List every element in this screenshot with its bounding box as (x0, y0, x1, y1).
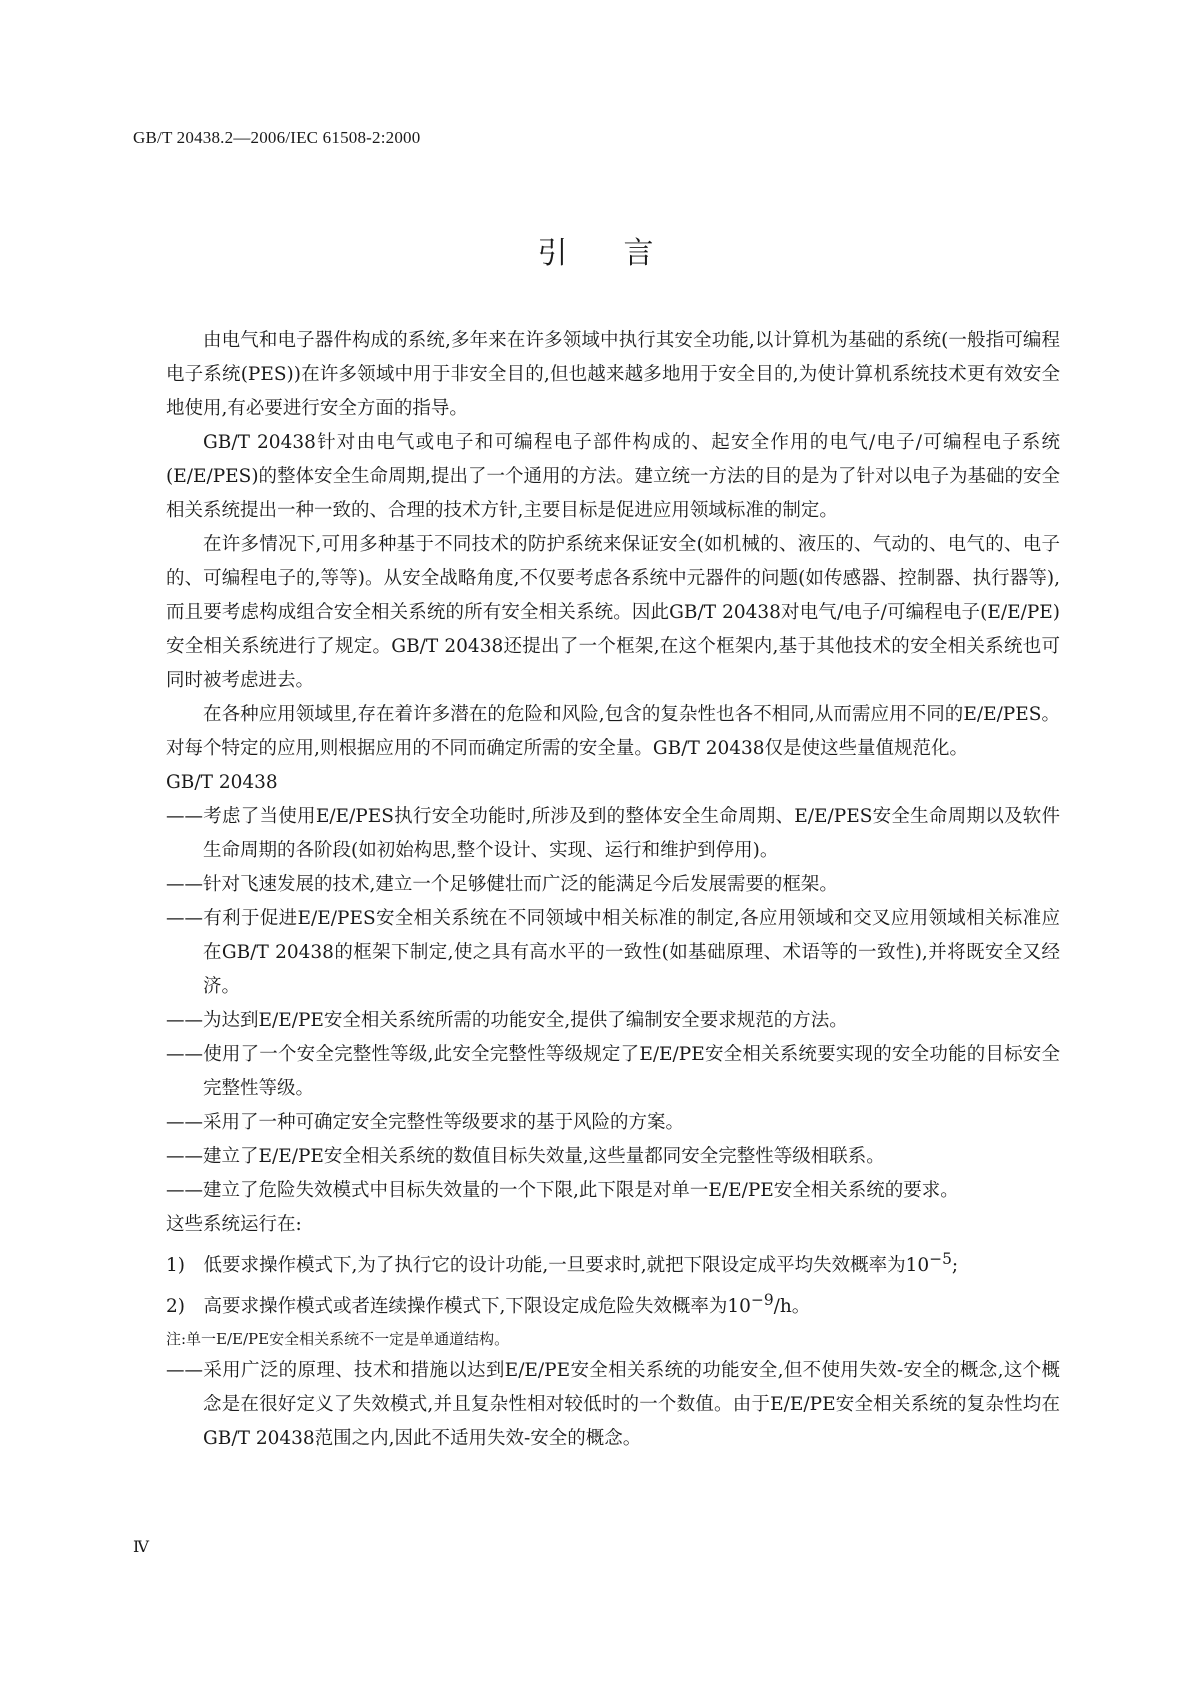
exponent: −5 (929, 1250, 952, 1268)
item-text: 低要求操作模式下,为了执行它的设计功能,一旦要求时,就把下限设定成平均失效概率为 (203, 1255, 906, 1277)
exponent: −9 (750, 1291, 774, 1310)
item-number: 2) (166, 1296, 185, 1318)
numbered-item-low-demand (166, 1242, 1060, 1283)
paragraph: 由电气和电子器件构成的系统,多年来在许多领域中执行其安全功能,以计算机为基础的系统(一般指可编程电子系统(PES))在许多领域中用于非安全目的,但也越来越多地用于安全目的,为使计算机系统技术更有效安全地使用,有必要进行安全方面的指导。 (166, 330, 1060, 419)
dash-list-item: ——使用了一个安全完整性等级,此安全完整性等级规定了E/E/PE安全相关系统要实现的安全功能的目标安全完整性等级。 (166, 1044, 1060, 1099)
page-title: 引言 (537, 236, 710, 271)
item-text: 高要求操作模式或者连续操作模式下,下限设定成危险失效概率为 (203, 1296, 728, 1318)
probability-value: 10 (905, 1255, 930, 1277)
numbered-item-high-demand (166, 1283, 1060, 1324)
paragraph: 在各种应用领域里,存在着许多潜在的危险和风险,包含的复杂性也各不相同,从而需应用不同的E/E/PES。对每个特定的应用,则根据应用的不同而确定所需的安全量。GB/T 20438仅是使这些量值规范化。 (166, 704, 1060, 759)
list-intro: GB/T 20438 (166, 772, 278, 793)
paragraph: GB/T 20438针对由电气或电子和可编程电子部件构成的、起安全作用的电气/电子/可编程电子系统(E/E/PES)的整体安全生命周期,提出了一个通用的方法。建立统一方法的目的是为了针对以电子为基础的安全相关系统提出一种一致的、合理的技术方针,主要目标是促进应用领域标准的制定。 (166, 432, 1060, 521)
item-tail: /h。 (773, 1296, 811, 1318)
item-tail: ; (951, 1255, 959, 1277)
dash-list-item: ——采用了一种可确定安全完整性等级要求的基于风险的方案。 (166, 1112, 685, 1133)
dash-list-item: ——考虑了当使用E/E/PES执行安全功能时,所涉及到的整体安全生命周期、E/E/PES安全生命周期以及软件生命周期的各阶段(如初始构思,整个设计、实现、运行和维护到停用)。 (166, 806, 1060, 861)
note: 注:单一E/E/PE安全相关系统不一定是单通道结构。 (166, 1330, 510, 1349)
dash-list-item: ——有利于促进E/E/PES安全相关系统在不同领域中相关标准的制定,各应用领域和交叉应用领域相关标准应在GB/T 20438的框架下制定,使之具有高水平的一致性(如基础原理、术语等的一致性),并将既安全又经济。 (166, 908, 1060, 997)
modes-intro: 这些系统运行在: (166, 1214, 302, 1235)
body-content (166, 324, 1060, 1456)
dash-list-item: ——建立了危险失效模式中目标失效量的一个下限,此下限是对单一E/E/PE安全相关系统的要求。 (166, 1180, 959, 1201)
dash-list-item: ——针对飞速发展的技术,建立一个足够健壮而广泛的能满足今后发展需要的框架。 (166, 874, 838, 895)
item-number: 1) (166, 1255, 185, 1277)
page-number: Ⅳ (133, 1539, 149, 1556)
standard-code: GB/T 20438.2—2006/IEC 61508-2:2000 (133, 128, 421, 147)
probability-value: 10 (727, 1296, 751, 1318)
dash-list-item: ——建立了E/E/PE安全相关系统的数值目标失效量,这些量都同安全完整性等级相联系。 (166, 1146, 885, 1167)
dash-list-item: ——为达到E/E/PE安全相关系统所需的功能安全,提供了编制安全要求规范的方法。 (166, 1010, 848, 1031)
paragraph: 在许多情况下,可用多种基于不同技术的防护系统来保证安全(如机械的、液压的、气动的、电气的、电子的、可编程电子的,等等)。从安全战略角度,不仅要考虑各系统中元器件的问题(如传感器、控制器、执行器等),而且要考虑构成组合安全相关系统的所有安全相关系统。因此GB/T 20438对电气/电子/可编程电子(E/E/PE)安全相关系统进行了规定。GB/T 20438还提出了一个框架,在这个框架内,基于其他技术的安全相关系统也可同时被考虑进去。 (166, 534, 1060, 691)
dash-list-item: ——采用广泛的原理、技术和措施以达到E/E/PE安全相关系统的功能安全,但不使用失效-安全的概念,这个概念是在很好定义了失效模式,并且复杂性相对较低时的一个数值。由于E/E/PE安全相关系统的复杂性均在GB/T 20438范围之内,因此不适用失效-安全的概念。 (166, 1360, 1060, 1450)
